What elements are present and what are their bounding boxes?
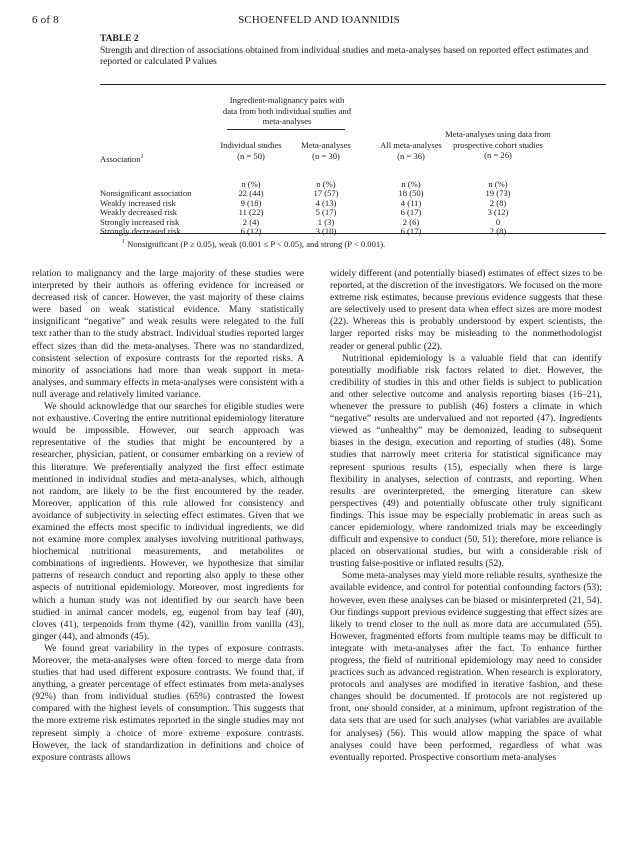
units-c2: n (%) — [316, 179, 336, 189]
body-column-left — [32, 268, 304, 764]
group-span-rule — [227, 129, 345, 130]
table-cell: 19 (73) — [485, 188, 511, 198]
table-cell: 2 (8) — [489, 226, 507, 237]
col-header-meta: Meta-analyses (n = 30) — [301, 140, 351, 161]
col-header-individual: Individual studies (n = 50) — [220, 140, 282, 161]
table-cell: 3 (12) — [487, 207, 509, 218]
table-body — [100, 189, 606, 237]
table-label: TABLE 2 — [100, 34, 139, 44]
table-cell: 2 (6) — [402, 216, 420, 227]
paragraph: Some meta-analyses may yield more reliable results, synthesize the available evidence, and control for potential confounding factors (53); however, even these analyses can be biased or misinterpreted (21, 54). Our findings support previous evidence suggesting that effect sizes are likely to trend closer to the null as more data are accumulated (55). However, fragmented efforts from multiple teams may be difficult to integrate with meta-analyses after the fact. To enhance further progress, the field of nutritional epidemiology may need to consider practices such as advanced registration. When research is exploratory, protocols and analyses are modified in iterative fashion, and these changes should be documented. If protocols are not registered up front, one should consider, at a minimum, upfront registration of the data sets that are used for such analyses (what variables are available for analyses) (56). This would allow mapping the space of what analyses could have been performed, regardless of what was eventually reported. Prospective consortium meta-analyses — [330, 570, 602, 763]
col-header-all-meta: All meta-analyses (n = 36) — [380, 140, 442, 161]
col-header-prospective: Meta-analyses using data from prospective cohort studies (n = 26) — [445, 129, 551, 161]
table-cell: 9 (18) — [240, 197, 262, 208]
table-cell: 4 (13) — [315, 197, 337, 208]
units-c4: n (%) — [488, 179, 508, 189]
group-header: Ingredient-malignancy pairs with data from both individual studies and meta-analyses — [222, 95, 352, 127]
page-number: 6 of 8 — [32, 14, 59, 26]
row-label: Nonsignificant association — [100, 188, 192, 198]
table-top-rule — [100, 84, 606, 85]
paragraph: We should acknowledge that our searches for eligible studies were not exhaustive. Covering the entire nutritional epidemiology literature would be impossible. However, our search approach was representative of the studies that might be encountered by a researcher, physician, patient, or consumer embarking on a review of this literature. We preferentially analyzed the first effect estimate mentioned in individual studies and meta-analyses, which, although not random, are likely to be the first encountered by the reader. Moreover, application of this rule allowed for consistency and avoidance of subjectivity in selecting effect estimates. Given that we examined the effects most specific to individual ingredients, we did not examine more complex analyses involving nutritional pathways, biochemical nutritional measurements, and metabolites or combinations of ingredients. However, we hypothesize that similar patterns of research conduct and reporting also apply to these other aspects of nutritional epidemiology. Moreover, most ingredients for which a human study was not identified by our search have been studied in animal cancer models, eg, eugenol from bay leaf (40), cloves (41), terpenoids from thyme (42), vanillin from vanilla (43), ginger (44), and almonds (45). — [32, 401, 304, 642]
table-bottom-rule — [100, 233, 606, 234]
table-cell: 2 (8) — [489, 197, 507, 208]
table-cell: 4 (11) — [400, 197, 422, 208]
row-label: Strongly decreased risk — [100, 226, 181, 237]
table-cell: 5 (17) — [315, 207, 337, 218]
table-cell: 2 (4) — [242, 216, 260, 227]
row-label: Weakly decreased risk — [100, 207, 178, 218]
paragraph: widely different (and potentially biased) estimates of effect sizes to be reported, at the discretion of the investigators. We focused on the more extreme risk estimates, because previous evidence suggests that these are selectively used to present data when effect sizes are more modest (22). Whereas this is probably understood by expert scientists, the larger reported risks may be misleading to the nonmethodologist reader or general public (22). — [330, 268, 602, 352]
table-caption: Strength and direction of associations obtained from individual studies and meta-analyses based on reported effect estimates and reported or calculated P values — [100, 46, 589, 67]
row-label: Strongly increased risk — [100, 216, 180, 227]
row-label: Weakly increased risk — [100, 197, 176, 208]
table-cell: 0 — [495, 216, 501, 227]
table-cell: 6 (17) — [400, 207, 422, 218]
paragraph: relation to malignancy and the large majority of these studies were interpreted by their authors as offering evidence for increased or decreased risk of cancer. However, the vast majority of these claims were based on weak statistical evidence. Many statistically insignificant “negative” and weak results were relegated to the full text rather than to the study abstract. Individual studies reported larger effect sizes than did the meta-analyses. There was no standardized, consistent selection of exposure contrasts for the reported risks. A minority of associations had more than weak support in meta-analyses, and summary effects in meta-analyses were consistent with a null average and relatively limited variance. — [32, 268, 304, 400]
table-cell: 6 (17) — [400, 226, 422, 237]
association-header: Association$^1$ — [100, 153, 144, 164]
table-cell: 3 (10) — [315, 226, 337, 237]
units-c3: n (%) — [401, 179, 421, 189]
units-c1: n (%) — [241, 179, 261, 189]
paragraph: Nutritional epidemiology is a valuable field that can identify potentially modifiable risk factors related to diet. However, the credibility of studies in this and other fields is subject to publication and other selective outcome and analysis reporting biases (16–21), whenever the pressure to publish (46) fosters a climate in which “negative” results are undervalued and not reported (47). Ingredients viewed as “unhealthy” may be demonized, leading to subsequent biases in the design, execution and reporting of studies (48). Some studies that narrowly meet criteria for statistical significance may represent spurious results (15), especially when there is large flexibility in analyses, selection of contrasts, and reporting. When results are overinterpreted, the emerging literature can skew perspectives (49) and potentially obfuscate other truly significant findings. This issue may be especially problematic in areas such as cancer epidemiology, where randomized trials may be exceedingly difficult and expensive to conduct (50, 51); therefore, more reliance is placed on observational studies, but with a considerable risk of trusting false-positive or inflated results (52). — [330, 352, 602, 570]
table-2 — [100, 34, 606, 249]
table-footnote: $^1$ Nonsignificant (P ≥ 0.05), weak (0.001 ≤ P < 0.05), and strong (P < 0.001). — [122, 238, 386, 249]
table-cell: 11 (22) — [238, 207, 264, 218]
table-cell: 17 (57) — [313, 188, 339, 198]
table-cell: 22 (44) — [238, 188, 264, 198]
table-cell: 1 (3) — [317, 216, 335, 227]
paragraph: We found great variability in the types of exposure contrasts. Moreover, the meta-analyses were often forced to merge data from studies that had used different exposure contrasts. We found that, if anything, a greater percentage of effect estimates from meta-analyses (92%) than from individual studies (65%) contrasted the lowest compared with the highest levels of consumption. This suggests that the more extreme risk estimates reported in the single studies may not represent simply a choice of more extreme exposure contrasts. However, the lack of standardization in definitions and choice of exposure contrasts allows — [32, 642, 304, 763]
table-cell: 18 (50) — [398, 188, 424, 198]
running-title: SCHOENFELD AND IOANNIDIS — [238, 14, 400, 26]
body-column-right — [330, 268, 602, 764]
table-cell: 6 (12) — [240, 226, 262, 237]
